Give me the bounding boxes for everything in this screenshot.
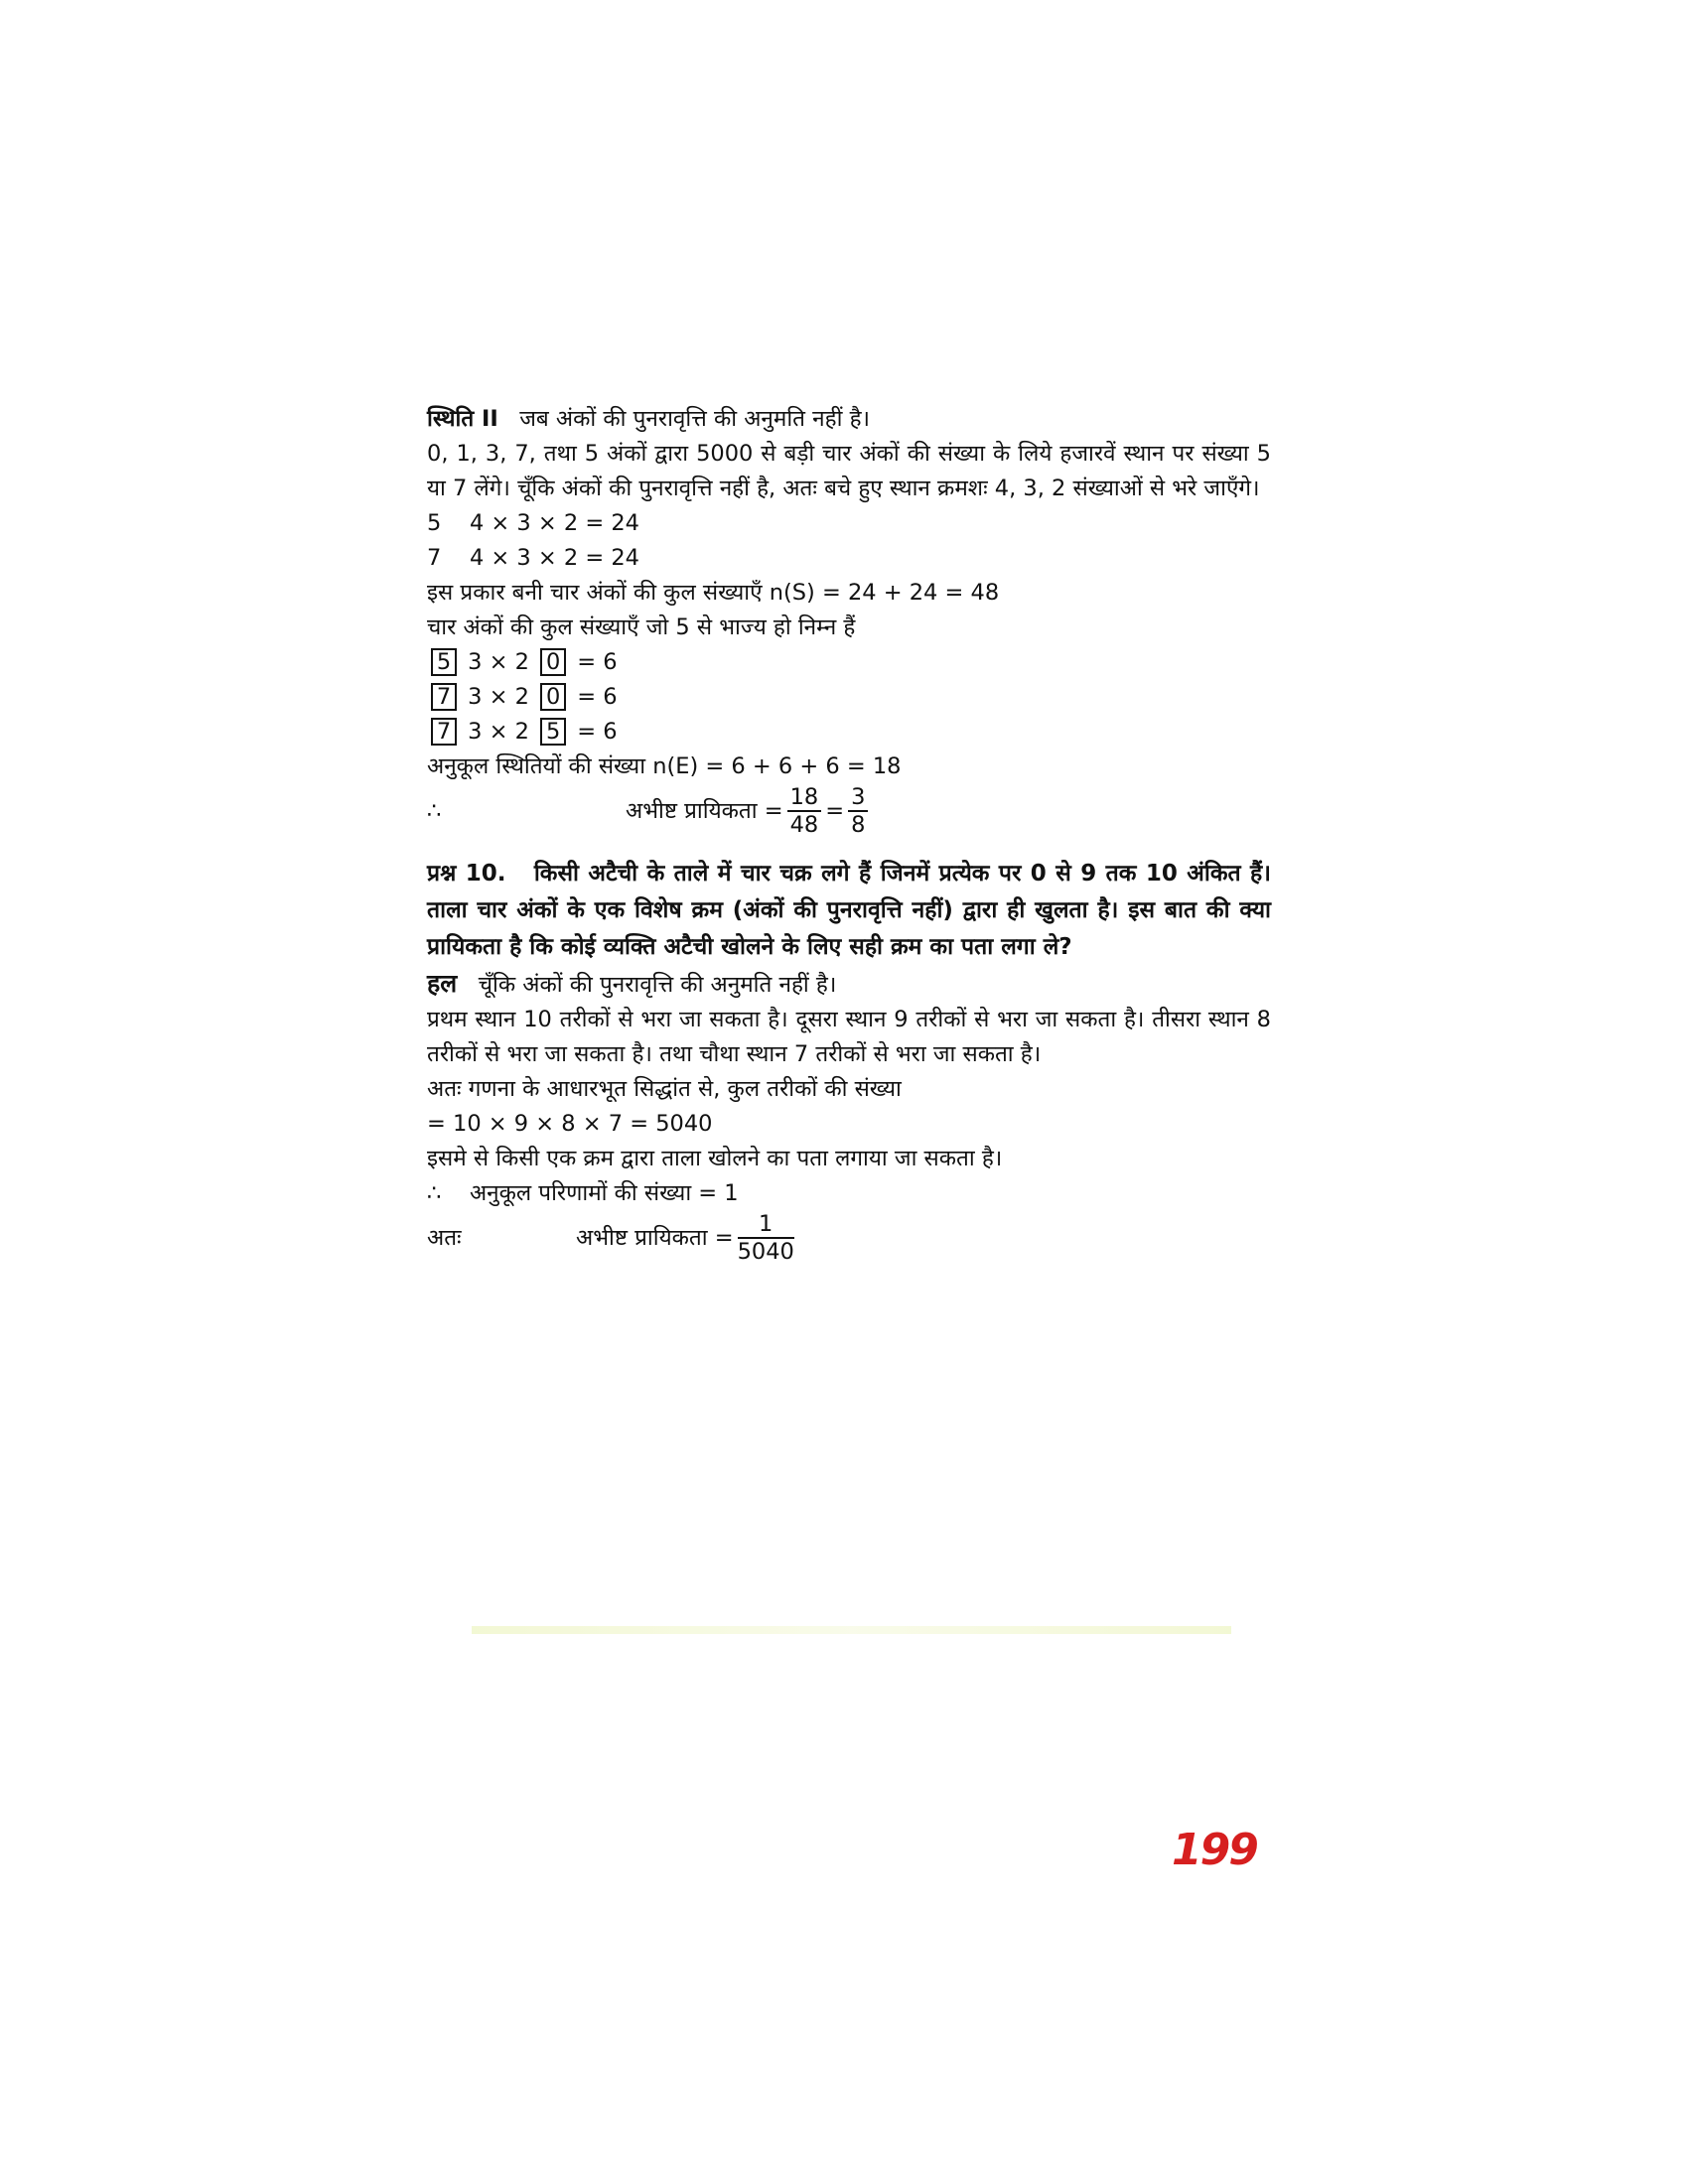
- favourable-outcomes-line: [427, 1176, 1271, 1211]
- fraction-numerator: 1: [738, 1211, 794, 1239]
- fraction-numerator: 18: [787, 784, 822, 812]
- div-row-3-box-first: 7: [431, 718, 457, 746]
- hence-label: अतः: [427, 1224, 462, 1251]
- div-row-2-mid: 3 × 2: [468, 684, 529, 710]
- counting-expression: = 10 × 9 × 8 × 7 = 5040: [427, 1111, 713, 1137]
- fraction-denominator: 48: [789, 812, 819, 838]
- calc-line-7-rest: 4 × 3 × 2 = 24: [469, 545, 639, 571]
- calc-line-5: [427, 506, 1271, 541]
- div-row-1-result: = 6: [577, 649, 618, 675]
- equals-sign: =: [825, 797, 845, 824]
- div-row-1-mid: 3 × 2: [468, 649, 529, 675]
- therefore-symbol: ∴: [427, 797, 442, 824]
- fraction-numerator: 3: [848, 784, 868, 812]
- div-row-3-box-last: 5: [540, 718, 566, 746]
- div-row-2-result: = 6: [577, 684, 618, 710]
- case-heading: स्थिति II: [427, 406, 498, 432]
- favourable-cases-text: अनुकूल स्थितियों की संख्या n(E) = 6 + 6 + 6 = 18: [427, 753, 902, 779]
- case-heading-text: जब अंकों की पुनरावृत्ति की अनुमति नहीं है।: [519, 406, 871, 432]
- faint-highlight-strip: [472, 1626, 1231, 1634]
- calc-line-7: [427, 541, 1271, 576]
- div-row-2: [427, 680, 1271, 715]
- case-probability-line: [427, 784, 1271, 838]
- divisible-by-5-text: चार अंकों की कुल संख्याएँ जो 5 से भाज्य हो निम्न हैं: [427, 614, 856, 640]
- div-row-1: [427, 645, 1271, 680]
- fraction-18-48: [787, 784, 822, 838]
- fraction-denominator: 5040: [737, 1239, 794, 1265]
- div-row-3: [427, 715, 1271, 750]
- calc-line-7-first: 7: [427, 545, 442, 571]
- case-heading-line: [427, 402, 1271, 437]
- question-text: किसी अटैची के ताले में चार चक्र लगे हैं जिनमें प्रत्येक पर 0 से 9 तक 10 अंकित हैं। ताला चार अंकों के एक विशेष क्रम (अंकों की पुनरावृत्ति नहीं) द्वारा ही खुलता है। इस बात की क्या प्रायिकता है कि कोई व्यक्ति अटैची खोलने के लिए सही क्रम का पता लगा ले?: [427, 861, 1271, 960]
- div-row-3-mid: 3 × 2: [468, 719, 529, 745]
- question-10: [427, 856, 1271, 966]
- counting-text: अतः गणना के आधारभूत सिद्धांत से, कुल तरीकों की संख्या: [427, 1076, 902, 1102]
- div-row-1-box-last: 0: [540, 648, 566, 676]
- calc-line-5-rest: 4 × 3 × 2 = 24: [469, 510, 639, 536]
- case-paragraph: 0, 1, 3, 7, तथा 5 अंकों द्वारा 5000 से बड़ी चार अंकों की संख्या के लिये हजारवें स्थान पर संख्या 5 या 7 लेंगे। चूँकि अंकों की पुनरावृत्ति नहीं है, अतः बचे हुए स्थान क्रमशः 4, 3, 2 संख्याओं से भरे जाएँगे।: [427, 441, 1271, 501]
- calc-line-5-first: 5: [427, 510, 442, 536]
- solution-line1: चूँकि अंकों की पुनरावृत्ति की अनुमति नहीं है।: [478, 972, 837, 998]
- div-row-2-box-first: 7: [431, 683, 457, 711]
- solution-label: हल: [427, 969, 458, 998]
- question-label: प्रश्न 10.: [427, 861, 506, 887]
- one-order-text: इसमे से किसी एक क्रम द्वारा ताला खोलने का पता लगाया जा सकता है।: [427, 1146, 1003, 1171]
- fraction-3-8: [848, 784, 868, 838]
- solution-probability-label: अभीष्ट प्रायिकता =: [576, 1224, 734, 1251]
- solution-paragraph: प्रथम स्थान 10 तरीकों से भरा जा सकता है। दूसरा स्थान 9 तरीकों से भरा जा सकता है। तीसरा स्थान 8 तरीकों से भरा जा सकता है। तथा चौथा स्थान 7 तरीकों से भरा जा सकता है।: [427, 1007, 1271, 1067]
- fraction-1-5040: [738, 1211, 794, 1265]
- total-numbers-text: इस प्रकार बनी चार अंकों की कुल संख्याएँ n(S) = 24 + 24 = 48: [427, 580, 1000, 606]
- page-content: [427, 402, 1271, 1265]
- case-probability-label: अभीष्ट प्रायिकता =: [626, 797, 783, 824]
- favourable-outcomes-text: अनुकूल परिणामों की संख्या = 1: [469, 1180, 739, 1206]
- div-row-1-box-first: 5: [431, 648, 457, 676]
- page-number: 199: [1172, 1825, 1257, 1875]
- solution-first-line: [427, 966, 1271, 1003]
- fraction-denominator: 8: [851, 812, 866, 838]
- div-row-3-result: = 6: [577, 719, 618, 745]
- solution-probability-line: [427, 1211, 1271, 1265]
- spacer: [427, 838, 1271, 856]
- therefore-symbol: ∴: [427, 1180, 442, 1206]
- div-row-2-box-last: 0: [540, 683, 566, 711]
